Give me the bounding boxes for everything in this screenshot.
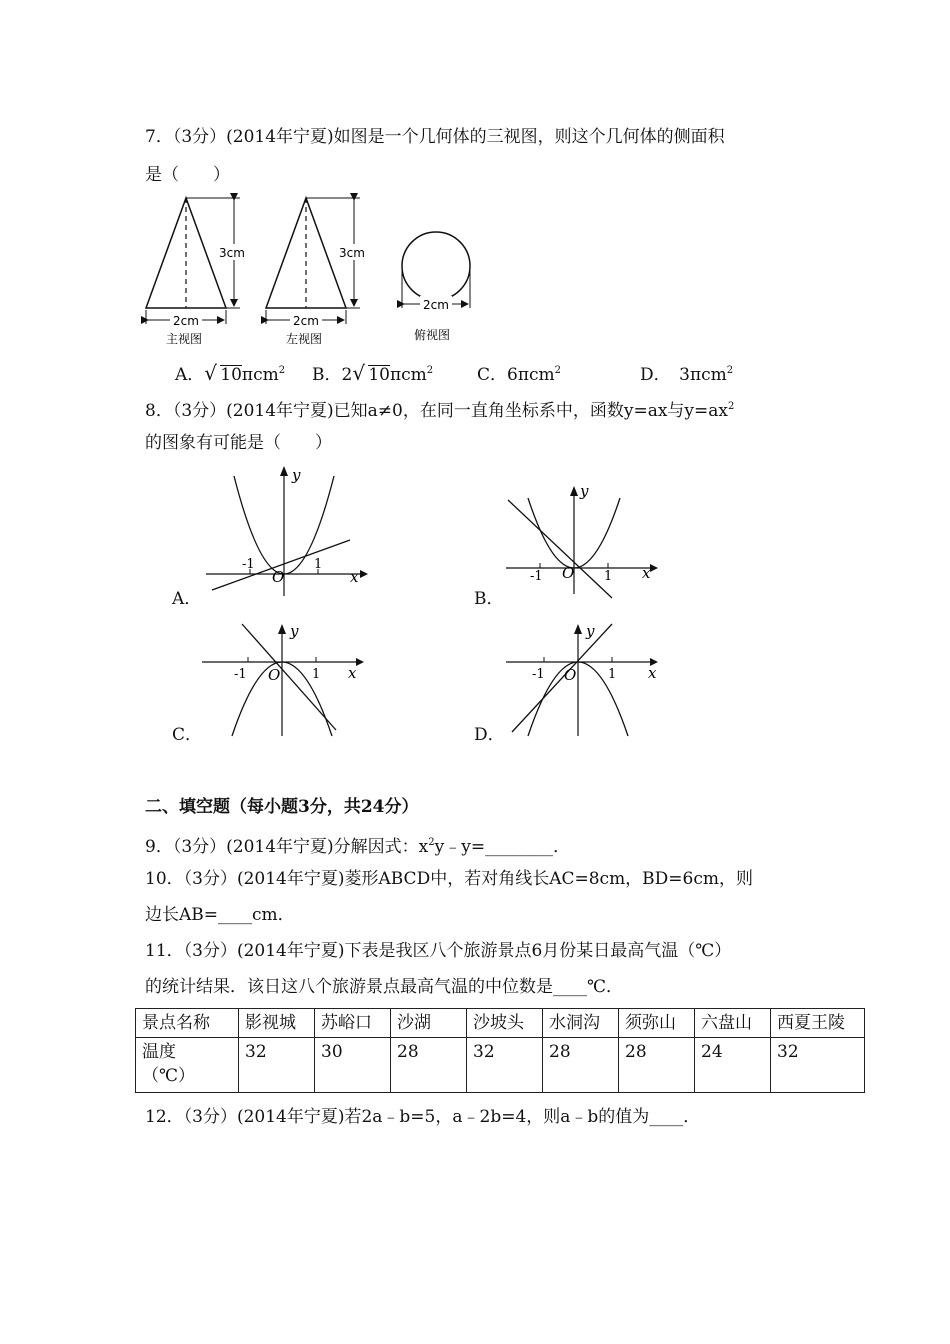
top-view-caption: 俯视图 xyxy=(414,328,451,342)
q7-option-d-text: D． 3πcm xyxy=(640,365,727,385)
table-header-label: 景点名称 xyxy=(136,1009,239,1038)
tick-neg1: -1 xyxy=(532,667,545,682)
table-cell: 沙坡头 xyxy=(467,1009,543,1038)
table-row xyxy=(136,1038,865,1093)
sqrt-symbol xyxy=(352,364,390,386)
left-width-label: 2cm xyxy=(293,314,319,328)
q8-option-c[interactable]: C． xyxy=(172,725,203,745)
q7-option-a-radicand: 10 xyxy=(220,365,242,385)
q8-option-b[interactable]: B． xyxy=(474,589,504,609)
front-view-caption: 主视图 xyxy=(166,332,203,346)
origin-label: O xyxy=(268,666,281,684)
q7-option-b[interactable] xyxy=(312,360,433,386)
temperature-table xyxy=(135,1008,865,1093)
tick-neg1: -1 xyxy=(530,569,543,584)
y-axis-label: y xyxy=(586,622,595,640)
q11-stem-line2: 的统计结果．该日这八个旅游景点最高气温的中位数是____℃． xyxy=(145,977,624,997)
q10-stem-line1: 10．（3分）(2014年宁夏)菱形ABCD中，若对角线长AC=8cm，BD=6cm，则 xyxy=(145,869,754,889)
q7-option-c-exp: 2 xyxy=(554,365,562,376)
table-cell: 32 xyxy=(467,1038,543,1093)
q7-option-c[interactable] xyxy=(477,360,561,386)
q11-stem-line1: 11．（3分）(2014年宁夏)下表是我区八个旅游景点6月份某日最高气温（℃） xyxy=(145,941,732,961)
q7-option-a-unit: πcm xyxy=(241,365,279,385)
table-cell: 32 xyxy=(239,1038,315,1093)
table-cell: 西夏王陵 xyxy=(771,1009,865,1038)
q8-option-a[interactable]: A． xyxy=(172,589,202,609)
left-view-caption: 左视图 xyxy=(286,332,323,346)
x-axis-label: x xyxy=(648,664,657,682)
q8-stem-line1 xyxy=(145,396,734,422)
tick-pos1: 1 xyxy=(314,557,323,572)
tick-neg1: -1 xyxy=(234,667,247,682)
y-axis-label: y xyxy=(292,466,301,484)
q7-option-b-radicand: 10 xyxy=(368,365,390,385)
x-axis-label: x xyxy=(350,568,359,586)
q7-stem-line1: 7．（3分）(2014年宁夏)如图是一个几何体的三视图，则这个几何体的侧面积 xyxy=(145,127,725,147)
q8-graph-d xyxy=(502,620,672,740)
q7-option-b-coef: 2 xyxy=(341,365,353,385)
sqrt-symbol xyxy=(204,364,242,386)
x-axis-label: x xyxy=(348,664,357,682)
table-row xyxy=(136,1009,865,1038)
q8-graph-a xyxy=(200,464,370,604)
q7-three-views-figure xyxy=(140,192,480,352)
q8-stem-text: 8．（3分）(2014年宁夏)已知a≠0，在同一直角坐标系中，函数y=ax与y=ax xyxy=(145,401,728,421)
q7-option-a-exp: 2 xyxy=(278,365,286,376)
front-width-label: 2cm xyxy=(173,314,199,328)
table-cell: 28 xyxy=(391,1038,467,1093)
table-cell: 苏峪口 xyxy=(315,1009,391,1038)
q8-graph-b xyxy=(500,482,665,602)
left-height-label: 3cm xyxy=(339,246,365,260)
tick-neg1: -1 xyxy=(242,557,255,572)
q7-option-c-text: C．6πcm xyxy=(477,365,555,385)
q9-stem xyxy=(145,832,570,858)
q12-stem: 12．（3分）(2014年宁夏)若2a﹣b=5，a﹣2b=4，则a﹣b的值为____． xyxy=(145,1107,701,1127)
table-cell: 24 xyxy=(695,1038,771,1093)
q8-graph-c xyxy=(200,620,370,740)
q7-option-d[interactable] xyxy=(640,360,733,386)
table-cell: 六盘山 xyxy=(695,1009,771,1038)
q8-option-d[interactable]: D． xyxy=(474,725,505,745)
q7-option-b-letter: B． xyxy=(312,365,342,385)
q7-option-b-unit: πcm xyxy=(389,365,427,385)
y-axis-label: y xyxy=(290,622,299,640)
table-cell: 30 xyxy=(315,1038,391,1093)
q10-stem-line2: 边长AB=____cm． xyxy=(145,905,295,925)
q9-stem-pre: 9．（3分）(2014年宁夏)分解因式：x xyxy=(145,837,429,857)
table-cell: 影视城 xyxy=(239,1009,315,1038)
front-view xyxy=(146,198,248,346)
origin-label: O xyxy=(272,568,285,586)
table-cell: 28 xyxy=(543,1038,619,1093)
q8-stem-line2: 的图象有可能是（ ） xyxy=(145,433,332,453)
q7-option-b-exp: 2 xyxy=(426,365,434,376)
table-cell: 水洞沟 xyxy=(543,1009,619,1038)
q8-stem-exp: 2 xyxy=(728,401,735,412)
front-height-label: 3cm xyxy=(219,246,245,260)
q9-stem-exp: 2 xyxy=(428,837,435,848)
tick-pos1: 1 xyxy=(312,667,321,682)
q7-option-a-letter: A． xyxy=(175,365,205,385)
top-view xyxy=(402,232,470,342)
top-width-label: 2cm xyxy=(423,298,449,312)
x-axis-label: x xyxy=(642,564,651,582)
section-title: 二、填空题（每小题3分，共24分） xyxy=(145,797,419,817)
table-cell: 沙湖 xyxy=(391,1009,467,1038)
temp-label-line2: （℃） xyxy=(142,1066,196,1086)
table-temp-label xyxy=(136,1038,239,1093)
tick-pos1: 1 xyxy=(608,667,617,682)
table-cell: 32 xyxy=(771,1038,865,1093)
tick-pos1: 1 xyxy=(604,569,613,584)
table-cell: 28 xyxy=(619,1038,695,1093)
q7-stem-line2: 是（ ） xyxy=(145,165,230,185)
q7-option-a[interactable] xyxy=(175,360,285,386)
origin-label: O xyxy=(564,666,577,684)
y-axis-label: y xyxy=(580,482,589,500)
temp-label-line1: 温度 xyxy=(142,1042,176,1062)
q7-option-d-exp: 2 xyxy=(726,365,734,376)
q9-stem-post: y﹣y=________． xyxy=(434,837,571,857)
left-view xyxy=(266,198,368,346)
table-cell: 须弥山 xyxy=(619,1009,695,1038)
origin-label: O xyxy=(562,564,575,582)
